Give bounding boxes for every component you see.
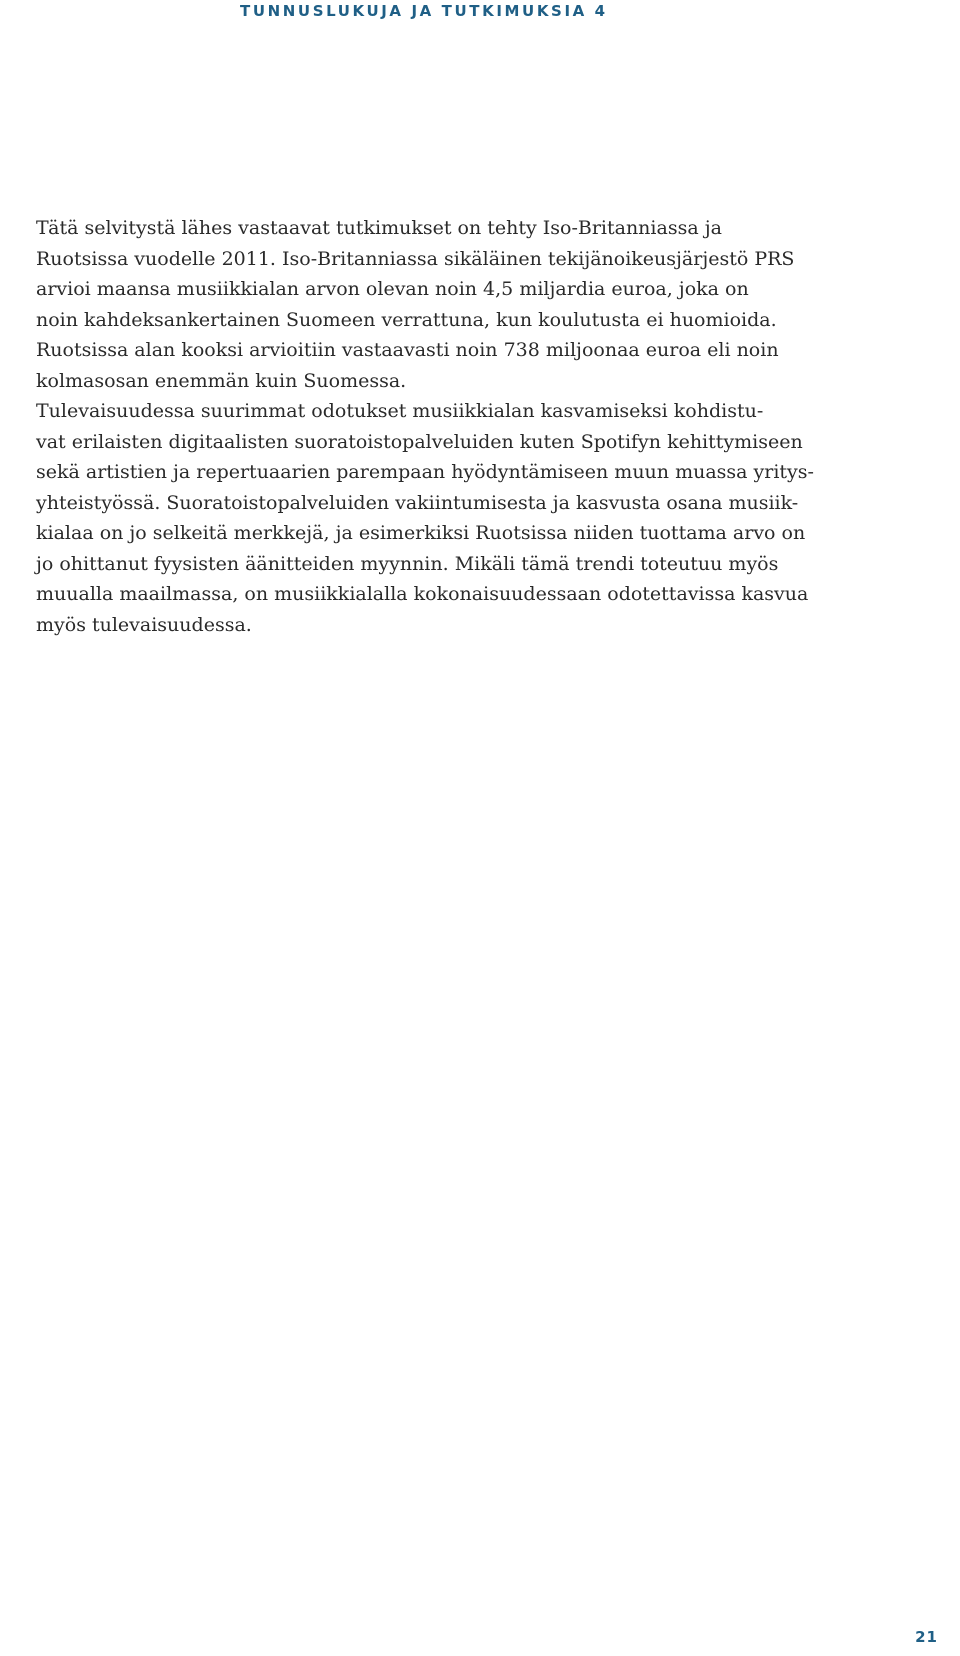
text-line: yhteistyössä. Suoratoistopalveluiden vakiintumisesta ja kasvusta osana musiik-: [36, 491, 799, 514]
text-line: jo ohittanut fyysisten äänitteiden myynnin. Mikäli tämä trendi toteutuu myös: [36, 552, 779, 575]
text-line: noin kahdeksankertainen Suomeen verrattuna, kun koulutusta ei huomioida.: [36, 308, 777, 331]
text-line: Ruotsissa vuodelle 2011. Iso-Britanniassa sikäläinen tekijänoikeusjärjestö PRS: [36, 247, 795, 270]
text-line: Tätä selvitystä lähes vastaavat tutkimukset on tehty Iso-Britanniassa ja: [36, 217, 722, 239]
text-line: myös tulevaisuudessa.: [36, 613, 252, 636]
text-line: vat erilaisten digitaalisten suoratoistopalveluiden kuten Spotifyn kehittymiseen: [36, 430, 803, 453]
text-line: Ruotsissa alan kooksi arvioitiin vastaavasti noin 738 miljoonaa euroa eli noin: [36, 339, 779, 361]
text-line: kialaa on jo selkeitä merkkejä, ja esimerkiksi Ruotsissa niiden tuottama arvo on: [36, 522, 806, 544]
text-line: muualla maailmassa, on musiikkialalla kokonaisuudessaan odotettavissa kasvua: [36, 583, 809, 605]
text-line: arvioi maansa musiikkialan arvon olevan noin 4,5 miljardia euroa, joka on: [36, 278, 749, 300]
text-line: kolmasosan enemmän kuin Suomessa.: [36, 369, 407, 392]
text-line: Tulevaisuudessa suurimmat odotukset musiikkialan kasvamiseksi kohdistu-: [36, 400, 764, 422]
text-line: sekä artistien ja repertuaarien parempaan hyödyntämiseen muun muassa yritys-: [36, 461, 814, 483]
body-text: [36, 213, 814, 640]
page-number: 21: [915, 1628, 938, 1646]
running-header: TUNNUSLUKUJA JA TUTKIMUKSIA 4: [240, 2, 608, 20]
